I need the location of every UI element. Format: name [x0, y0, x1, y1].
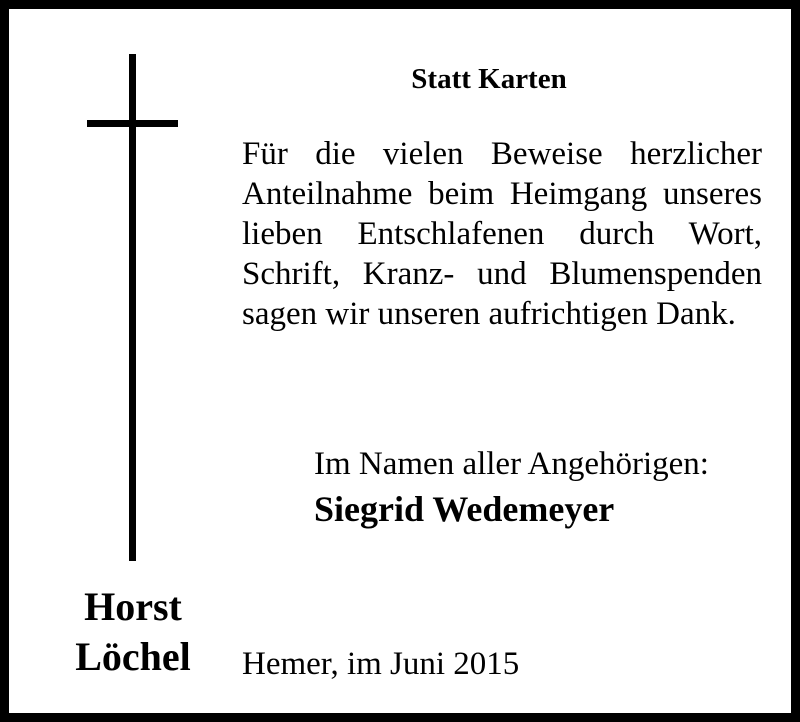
signer-name: Siegrid Wedemeyer [314, 489, 615, 529]
body-line: lieben Entschlafenen durch Wort, [242, 216, 762, 252]
notice-heading: Statt Karten [411, 63, 567, 95]
body-line: Für die vielen Beweise herzlicher [242, 136, 762, 172]
body-line: sagen wir unseren aufrichtigen Dank. [242, 296, 736, 332]
notice-body-text [242, 134, 762, 334]
cross-vertical-bar [129, 54, 136, 561]
cross-horizontal-bar [87, 120, 178, 127]
deceased-last-name: Löchel [75, 634, 191, 679]
place-and-date: Hemer, im Juni 2015 [242, 646, 520, 682]
body-line: Anteilnahme beim Heimgang unseres [242, 176, 762, 212]
deceased-first-name: Horst [84, 584, 182, 629]
body-line: Schrift, Kranz- und Blumenspenden [242, 256, 762, 292]
signoff-text: Im Namen aller Angehörigen: [314, 446, 709, 482]
